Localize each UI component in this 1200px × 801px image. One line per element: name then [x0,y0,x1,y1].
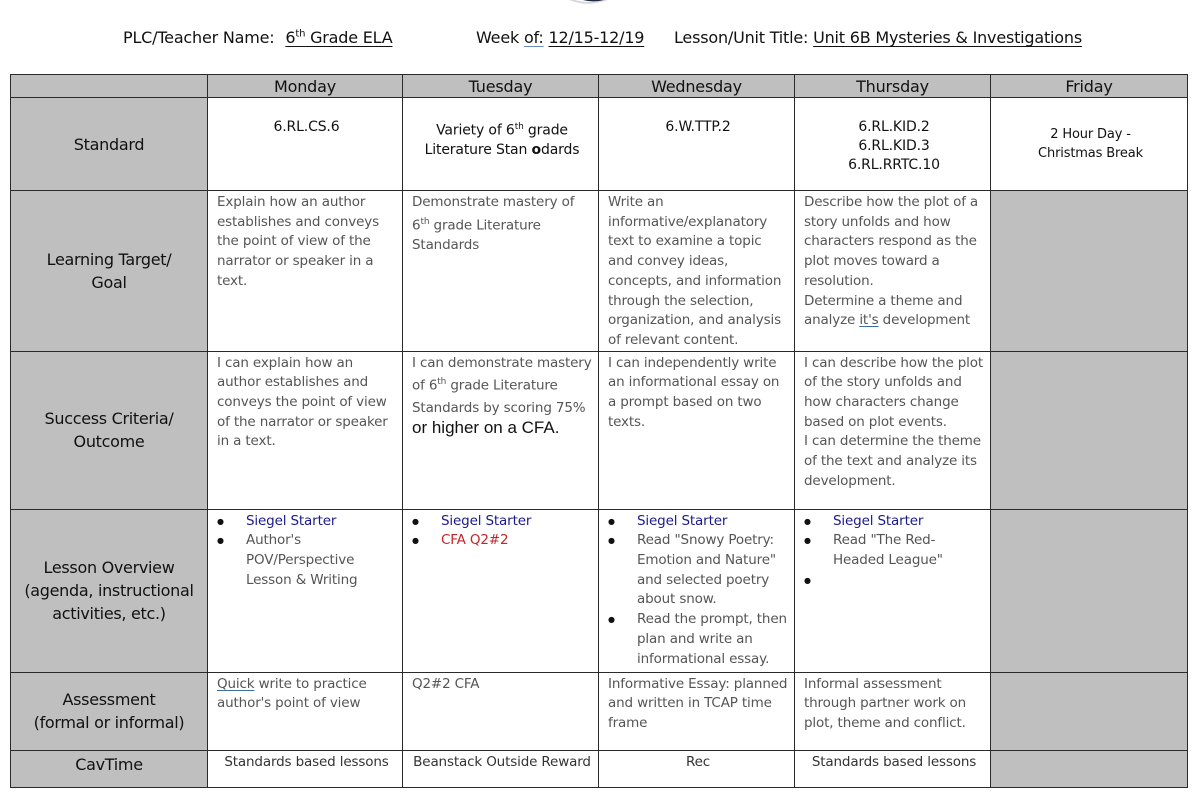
list-item: ● Siegel Starter [804,512,984,532]
lesson-title-value: Unit 6B Mysteries & Investigations [813,28,1082,47]
row-label-assessment: Assessment (formal or informal) [11,672,208,750]
standard-monday: 6.RL.CS.6 [208,98,403,191]
day-header-row [11,75,1188,98]
day-header-wednesday: Wednesday [599,75,795,98]
success-criteria-monday: I can explain how an author establishes and conveys the point of view of the narrator or speaker in a text. [208,351,403,509]
cavtime-tuesday: Beanstack Outside Reward [403,750,599,787]
row-label-success-criteria: Success Criteria/ Outcome [11,351,208,509]
lesson-title-label: Lesson/Unit Title: [674,28,809,47]
lesson-overview-thursday [795,509,991,672]
lesson-overview-wednesday [599,509,795,672]
school-logo [548,0,644,8]
lesson-overview-friday [991,509,1188,672]
week-field [476,28,644,47]
assessment-tuesday: Q2#2 CFA [403,672,599,750]
learning-target-wednesday: Write an informative/explanatory text to examine a topic and convey ideas, concepts, and information through the selection, organization, and analysis of relevant content. [599,191,795,352]
list-item: ● Read "The Red-Headed League" [804,531,984,570]
assessment-monday: Quick write to practice author's point of view [208,672,403,750]
list-item-empty [804,571,984,591]
cavtime-thursday: Standards based lessons [795,750,991,787]
teacher-label: PLC/Teacher Name: [123,28,275,47]
standard-friday: 2 Hour Day - Christmas Break [991,98,1188,191]
corner-cell [11,75,208,98]
day-header-tuesday: Tuesday [403,75,599,98]
week-of: of: [523,28,544,47]
day-header-monday: Monday [208,75,403,98]
assessment-thursday: Informal assessment through partner work on plot, theme and conflict. [795,672,991,750]
list-item: ● Siegel Starter [412,512,592,532]
standard-wednesday: 6.W.TTP.2 [599,98,795,191]
row-label-learning-target: Learning Target/ Goal [11,191,208,352]
learning-target-friday [991,191,1188,352]
lesson-overview-tuesday [403,509,599,672]
list-item: ● Read "Snowy Poetry: Emotion and Nature" and selected poetry about snow. [608,531,788,610]
lesson-plan-table [10,74,1188,788]
learning-target-monday: Explain how an author establishes and conveys the point of view of the narrator or speaker in a text. [208,191,403,352]
week-label: Week [476,28,524,47]
cavtime-row [11,750,1188,787]
assessment-friday [991,672,1188,750]
learning-target-tuesday: Demonstrate mastery of 6th grade Literature Standards [403,191,599,352]
week-value: 12/15-12/19 [548,28,645,47]
teacher-value: 6th Grade ELA [285,28,393,47]
row-label-standard: Standard [11,98,208,191]
assessment-wednesday: Informative Essay: planned and written in TCAP time frame [599,672,795,750]
cavtime-monday: Standards based lessons [208,750,403,787]
plan-header [0,28,1200,52]
standard-thursday: 6.RL.KID.2 6.RL.KID.3 6.RL.RRTC.10 [795,98,991,191]
cavtime-friday [991,750,1188,787]
list-item: ● Siegel Starter [217,512,396,532]
success-criteria-friday [991,351,1188,509]
standard-row [11,98,1188,191]
day-header-thursday: Thursday [795,75,991,98]
list-item: ● CFA Q2#2 [412,531,592,551]
lesson-title-field [674,28,1082,47]
list-item: ● Siegel Starter [608,512,788,532]
success-criteria-wednesday: I can independently write an informational essay on a prompt based on two texts. [599,351,795,509]
success-criteria-tuesday: I can demonstrate mastery of 6th grade Literature Standards by scoring 75% or higher on a CFA. [403,351,599,509]
learning-target-row [11,191,1188,352]
standard-tuesday: Variety of 6th grade Literature Stan odards [403,98,599,191]
row-label-cavtime: CavTime [11,750,208,787]
learning-target-thursday: Describe how the plot of a story unfolds and how characters respond as the plot moves toward a resolution. Determine a theme and analyze it's development [795,191,991,352]
success-criteria-row [11,351,1188,509]
cavtime-wednesday: Rec [599,750,795,787]
row-label-lesson-overview: Lesson Overview (agenda, instructional activities, etc.) [11,509,208,672]
lesson-overview-row [11,509,1188,672]
day-header-friday: Friday [991,75,1188,98]
list-item: ● Author's POV/Perspective Lesson & Writing [217,531,396,590]
assessment-row [11,672,1188,750]
teacher-field [123,28,393,47]
success-criteria-thursday: I can describe how the plot of the story unfolds and how characters change based on plot events. I can determine the theme of the text and analyze its development. [795,351,991,509]
list-item: ● Read the prompt, then plan and write an informational essay. [608,610,788,669]
lesson-overview-monday [208,509,403,672]
